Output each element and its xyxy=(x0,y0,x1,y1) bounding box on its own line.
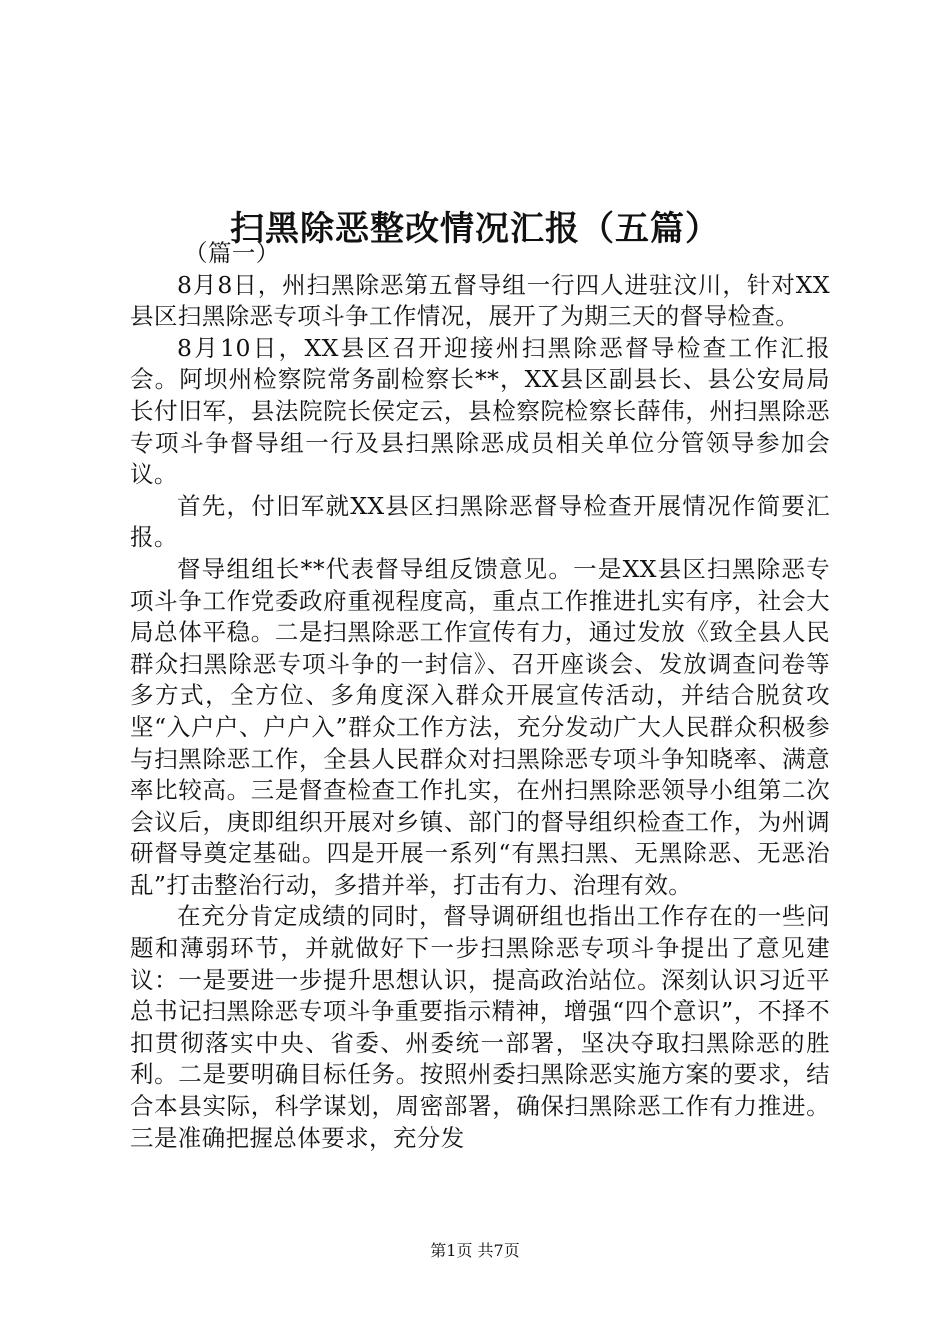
page-footer: 第1页 共7页 xyxy=(430,1241,520,1260)
document-title: 扫黑除恶整改情况汇报（五篇） xyxy=(230,208,720,249)
section-label: （篇一） xyxy=(184,239,280,267)
paragraph-4: 督导组组长**代表督导组反馈意见。一是XX县区扫黑除恶专项斗争工作党委政府重视程度高，重点工作推进扎实有序，社会大局总体平稳。二是扫黑除恶工作宣传有力，通过发放《致全县人民群众扫黑除恶专项斗争的一封信》、召开座谈会、发放调查问卷等多方式，全方位、多角度深入群众开展宣传活动，并结合脱贫攻坚“入户户、户户入”群众工作方法，充分发动广大人民群众积极参与扫黑除恶工作，全县人民群众对扫黑除恶专项斗争知晓率、满意率比较高。三是督查检查工作扎实，在州扫黑除恶领导小组第二次会议后，庚即组织开展对乡镇、部门的督导组织检查工作，为州调研督导奠定基础。四是开展一系列“有黑扫黑、无黑除恶、无恶治乱”打击整治行动，多措并举，打击有力、治理有效。 xyxy=(130,554,830,899)
paragraph-1: 8月8日，州扫黑除恶第五督导组一行四人进驻汶川，针对XX县区扫黑除恶专项斗争工作情况，展开了为期三天的督导检查。 xyxy=(130,270,830,331)
document-body xyxy=(130,238,830,1154)
paragraph-5: 在充分肯定成绩的同时，督导调研组也指出工作存在的一些问题和薄弱环节，并就做好下一步扫黑除恶专项斗争提出了意见建议：一是要进一步提升思想认识，提高政治站位。深刻认识习近平总书记扫黑除恶专项斗争重要指示精神，增强“四个意识”，不择不扣贯彻落实中央、省委、州委统一部署，坚决夺取扫黑除恶的胜利。二是要明确目标任务。按照州委扫黑除恶实施方案的要求，结合本县实际，科学谋划，周密部署，确保扫黑除恶工作有力推进。三是准确把握总体要求，充分发 xyxy=(130,902,830,1152)
paragraph-2: 8月10日，XX县区召开迎接州扫黑除恶督导检查工作汇报会。阿坝州检察院常务副检察长**，XX县区副县长、县公安局局长付旧军，县法院院长侯定云，县检察院检察长薛伟，州扫黑除恶专项斗争督导组一行及县扫黑除恶成员相关单位分管领导参加会议。 xyxy=(130,333,830,489)
paragraph-3: 首先，付旧军就XX县区扫黑除恶督导检查开展情况作简要汇报。 xyxy=(130,491,830,552)
